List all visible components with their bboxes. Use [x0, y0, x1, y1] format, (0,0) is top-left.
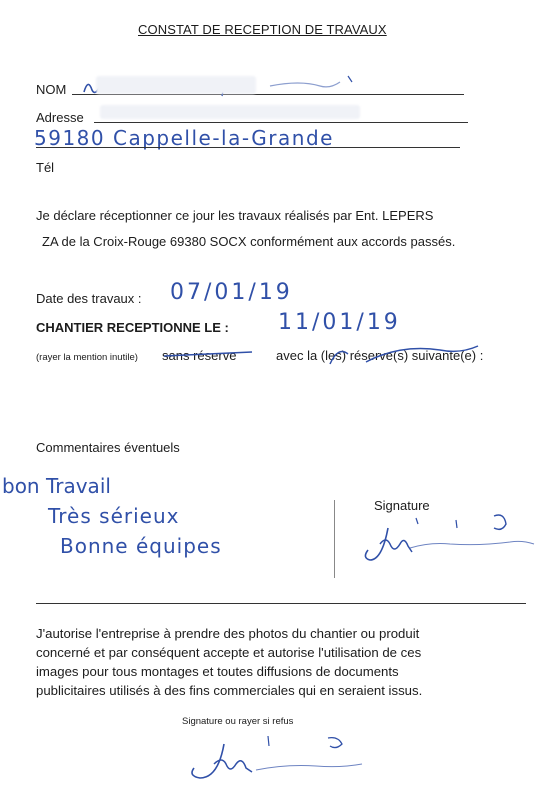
adresse-value: 59180 Cappelle-la-Grande: [34, 126, 334, 150]
signature-refus-image: [178, 732, 378, 792]
comment-line-1: bon Travail: [2, 474, 111, 498]
signature-box-edge: [334, 500, 335, 578]
consent-line-3: images pour tous montages et toutes diffusions de documents: [36, 664, 399, 679]
section-divider: [36, 603, 526, 604]
redaction-mask: [96, 76, 256, 94]
comment-line-2: Très sérieux: [48, 504, 180, 528]
consent-line-2: concerné et par conséquent accepte et autorise l'utilisation de ces: [36, 645, 422, 660]
signature-refus-label: Signature ou rayer si refus: [182, 716, 294, 727]
adresse-line: [94, 122, 468, 123]
declaration-text-1: Je déclare réceptionner ce jour les travaux réalisés par Ent. LEPERS: [36, 208, 434, 223]
chantier-label: CHANTIER RECEPTIONNE LE :: [36, 320, 229, 335]
consent-line-1: J'autorise l'entreprise à prendre des photos du chantier ou produit: [36, 626, 420, 641]
form-title: CONSTAT DE RECEPTION DE TRAVAUX: [138, 22, 387, 37]
signature-image: [360, 508, 550, 578]
declaration-line-1: [36, 208, 433, 223]
adresse-label: Adresse: [36, 110, 84, 125]
date-travaux-value: 07/01/19: [170, 280, 293, 305]
sans-reserve-option: sans réserve: [162, 348, 237, 363]
redaction-mask-address: [100, 105, 360, 119]
avec-reserve-option: avec la (les) réserve(s) suivante(e) :: [276, 348, 484, 363]
declaration-line-2: ZA de la Croix-Rouge 69380 SOCX conformément aux accords passés.: [42, 234, 456, 249]
comment-line-3: Bonne équipes: [60, 534, 222, 558]
chantier-value: 11/01/19: [278, 310, 401, 335]
date-travaux-label: Date des travaux :: [36, 291, 142, 306]
commentaires-label: Commentaires éventuels: [36, 440, 180, 455]
rayer-label: (rayer la mention inutile): [36, 352, 138, 363]
tel-label: Tél: [36, 160, 55, 175]
signature-label: Signature: [374, 498, 430, 513]
strike-through-strokes: [160, 340, 540, 370]
adresse-line-2: [36, 147, 460, 148]
nom-label: NOM: [36, 82, 67, 97]
consent-line-4: publicitaires utilisés à des fins commerciales qui en seraient issus.: [36, 683, 423, 698]
